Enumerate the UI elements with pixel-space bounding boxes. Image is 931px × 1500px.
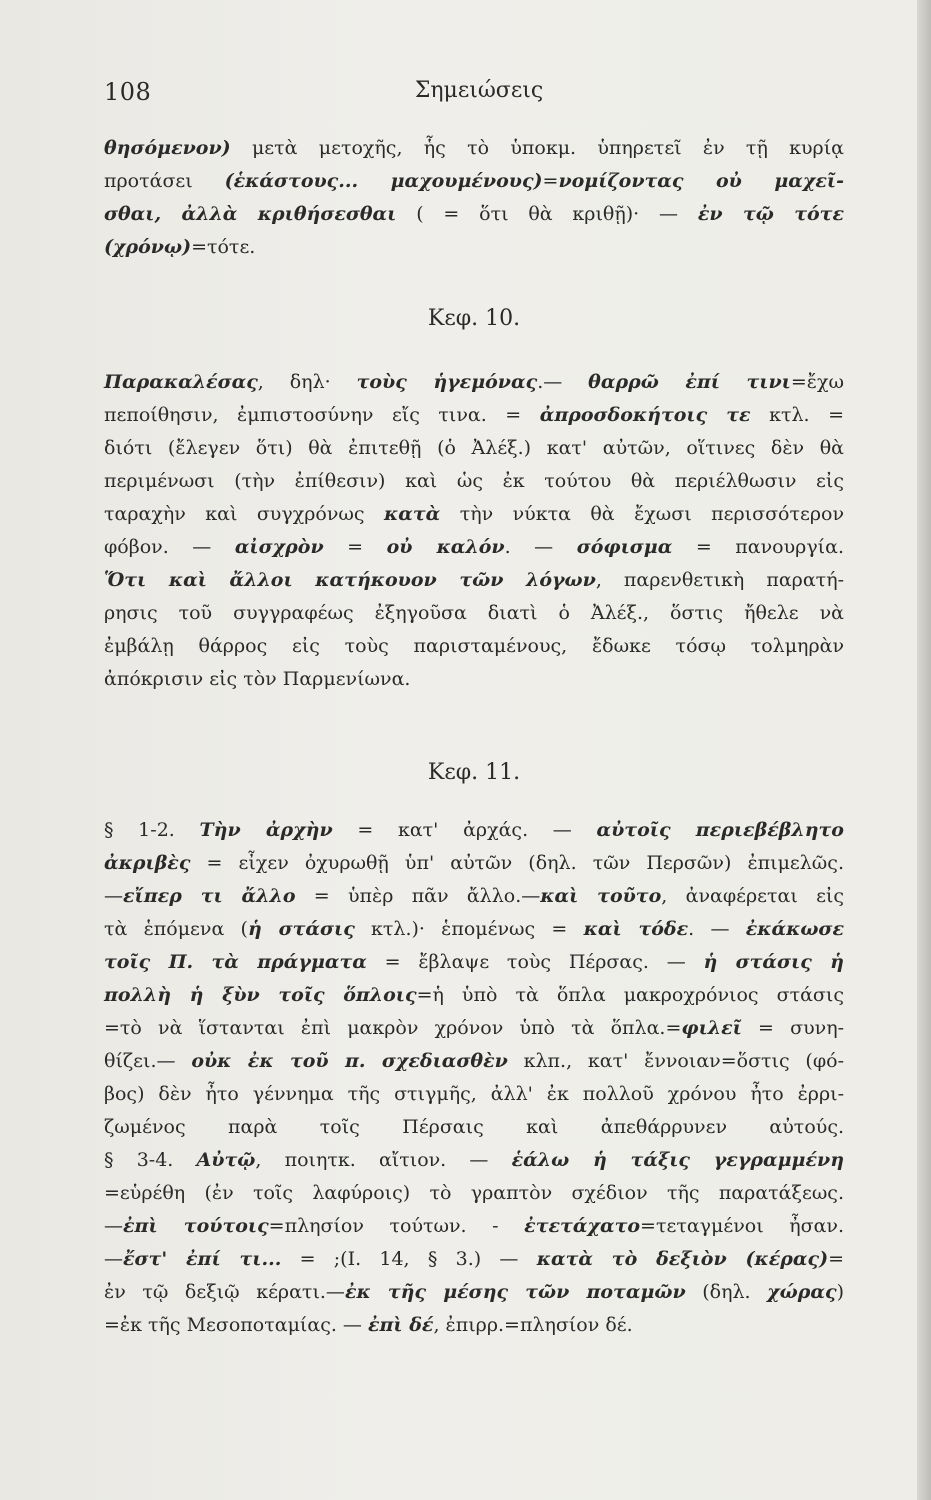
page-header <box>104 78 854 114</box>
text-line: τοῖς Π. τὰ πράγματα = ἔβλαψε τοὺς Πέρσας. — ἡ στάσις ἡ <box>104 951 844 973</box>
chapter-heading-10: Κεφ. 10. <box>427 306 521 331</box>
text-line: § 3-4. Αὐτῷ, ποιητκ. αἴτιον. — ἑάλω ἡ τάξις γεγραμμένη <box>104 1149 845 1171</box>
page-spine-edge <box>917 0 931 1500</box>
text-line: =ἐκ τῆς Μεσοποταμίας. — ἐπὶ δέ, ἐπιρρ.=πλησίον δέ. <box>104 1314 633 1336</box>
text-line: ἐμβάλῃ θάρρος εἰς τοὺς παρισταμένους, ἔδωκε τόσῳ τολμηρὰν <box>104 635 844 657</box>
text-line: =τὸ νὰ ἵστανται ἐπὶ μακρὸν χρόνον ὑπὸ τὰ ὅπλα.=φιλεῖ = συνη- <box>104 1017 844 1039</box>
text-line: θησόμενον) μετὰ μετοχῆς, ἧς τὸ ὑποκμ. ὑπηρετεῖ ἐν τῇ κυρίᾳ <box>104 137 844 159</box>
text-line: ρησις τοῦ συγγραφέως ἐξηγοῦσα διατὶ ὁ Ἀλέξ., ὅστις ἤθελε νὰ <box>104 602 844 624</box>
text-line: πεποίθησιν, ἐμπιστοσύνην εἴς τινα. = ἀπροσδοκήτοις τε κτλ. = <box>104 404 844 426</box>
text-line: ζωμένος παρὰ τοῖς Πέρσαις καὶ ἀπεθάρρυνεν αὐτούς. <box>104 1116 844 1138</box>
text-line: Παρακαλέσας, δηλ· τοὺς ἡγεμόνας.— θαρρῶ ἐπί τινι=ἔχω <box>104 371 844 393</box>
page-number: 108 <box>104 78 152 106</box>
text-line: Ὅτι καὶ ἄλλοι κατήκουον τῶν λόγων, παρενθετικὴ παρατή- <box>104 569 844 591</box>
chapter-heading-11: Κεφ. 11. <box>427 760 521 785</box>
notes-block-2 <box>104 366 844 696</box>
text-line: ἐν τῷ δεξιῷ κέρατι.—ἐκ τῆς μέσης τῶν ποταμῶν (δηλ. χώρας) <box>104 1281 844 1303</box>
text-line: τὰ ἑπόμενα (ἡ στάσις κτλ.)· ἑπομένως = καὶ τόδε. — ἐκάκωσε <box>104 918 844 940</box>
text-line: =εὑρέθη (ἐν τοῖς λαφύροις) τὸ γραπτὸν σχέδιον τῆς παρατάξεως. <box>104 1182 844 1204</box>
text-line: πολλὴ ἡ ξὺν τοῖς ὅπλοις=ἡ ὑπὸ τὰ ὅπλα μακροχρόνιος στάσις <box>104 984 844 1006</box>
text-line: —εἴπερ τι ἄλλο = ὑπὲρ πᾶν ἄλλο.—καὶ τοῦτο, ἀναφέρεται εἰς <box>104 885 845 907</box>
text-line: ἀκριβὲς = εἶχεν ὀχυρωθῇ ὑπ' αὐτῶν (δηλ. τῶν Περσῶν) ἐπιμελῶς. <box>104 852 844 874</box>
text-line: σθαι, ἀλλὰ κριθήσεσθαι ( = ὅτι θὰ κριθῇ)· — ἐν τῷ τότε <box>104 203 844 225</box>
text-line: φόβον. — αἰσχρὸν = οὐ καλόν. — σόφισμα = πανουργία. <box>104 536 845 558</box>
text-line: —ἔστ' ἐπί τι... = ;(I. 14, § 3.) — κατὰ τὸ δεξιὸν (κέρας)= <box>104 1248 844 1270</box>
text-line: διότι (ἔλεγεν ὅτι) θὰ ἐπιτεθῇ (ὁ Ἀλέξ.) κατ' αὐτῶν, οἵτινες δὲν θὰ <box>104 437 844 459</box>
text-line: ταραχὴν καὶ συγχρόνως κατὰ τὴν νύκτα θὰ ἔχωσι περισσότερον <box>104 503 844 525</box>
text-line: θίζει.— οὐκ ἐκ τοῦ π. σχεδιασθὲν κλπ., κατ' ἔννοιαν=ὅστις (φό- <box>104 1050 845 1072</box>
text-line: § 1-2. Τὴν ἀρχὴν = κατ' ἀρχάς. — αὐτοῖς περιεβέβλητο <box>104 819 844 841</box>
notes-block-1 <box>104 132 844 264</box>
text-line: περιμένωσι (τὴν ἐπίθεσιν) καὶ ὡς ἐκ τούτου θὰ περιέλθωσιν εἰς <box>104 470 844 492</box>
running-title: Σημειώσεις <box>414 78 544 103</box>
text-line: βος) δὲν ἦτο γέννημα τῆς στιγμῆς, ἀλλ' ἐκ πολλοῦ χρόνου ἦτο ἐρρι- <box>104 1083 844 1105</box>
notes-block-3 <box>104 814 844 1342</box>
text-line: προτάσει (ἑκάστους... μαχουμένους)=νομίζοντας οὐ μαχεῖ- <box>104 170 844 192</box>
text-line: —ἐπὶ τούτοις=πλησίον τούτων. - ἐτετάχατο=τεταγμένοι ἦσαν. <box>104 1215 844 1237</box>
text-line: (χρόνῳ)=τότε. <box>104 236 256 258</box>
text-line: ἀπόκρισιν εἰς τὸν Παρμενίωνα. <box>104 668 411 690</box>
